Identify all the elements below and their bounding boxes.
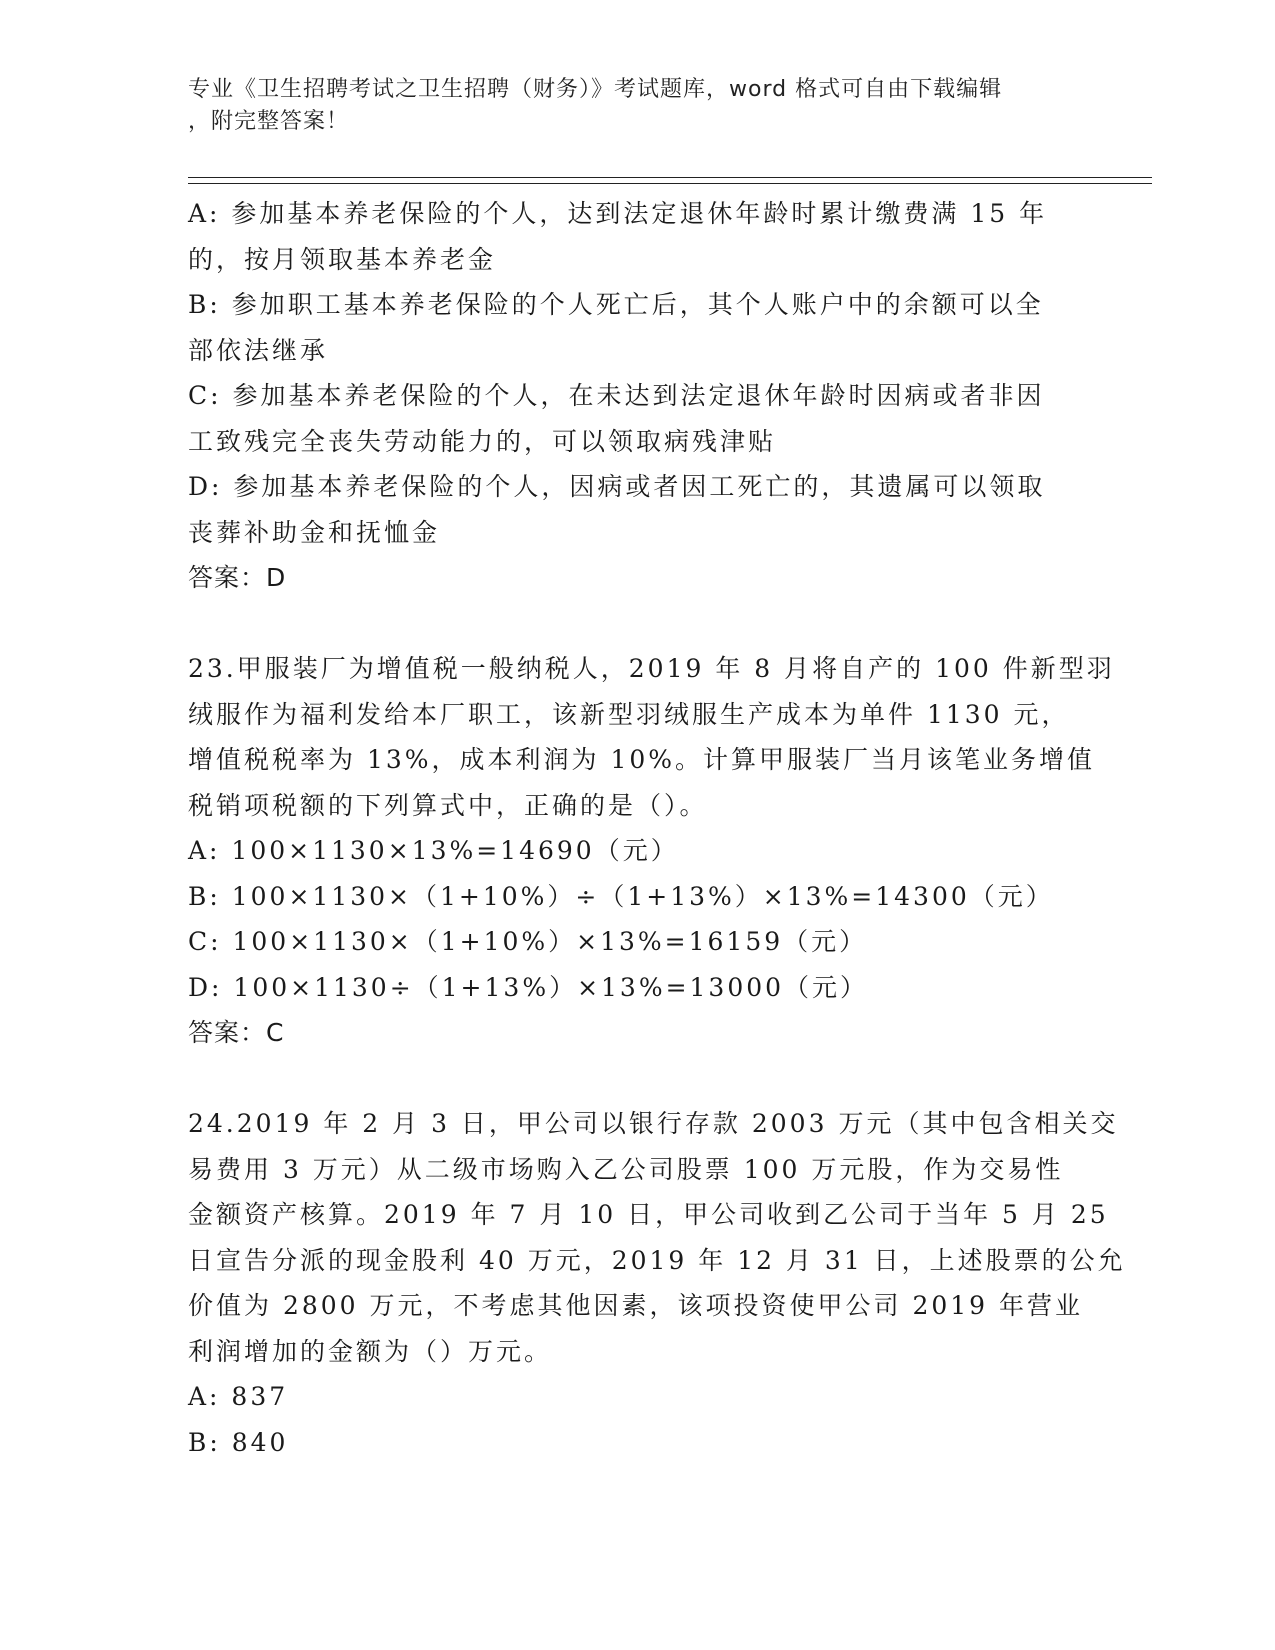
- header-line-1: 专业《卫生招聘考试之卫生招聘（财务）》考试题库，word 格式可自由下载编辑: [188, 77, 1003, 102]
- question-stem-line: 利润增加的金额为（）万元。: [188, 1336, 553, 1366]
- header-divider-bottom: [188, 183, 1152, 184]
- answer-line: 答案：D: [188, 563, 287, 592]
- document-header: [188, 74, 1068, 138]
- question-stem-line: 金额资产核算。2019 年 7 月 10 日，甲公司收到乙公司于当年 5 月 25: [188, 1200, 1109, 1229]
- spacer: [188, 601, 1088, 647]
- question-stem-line: 绒服作为福利发给本厂职工，该新型羽绒服生产成本为单件 1130 元，: [188, 699, 1070, 729]
- option-d: D: 100×1130÷（1+13%）×13%=13000（元）: [188, 972, 869, 1002]
- option-a: A: 100×1130×13%=14690（元）: [188, 836, 679, 865]
- answer-line: 答案：C: [188, 1018, 285, 1047]
- question-stem-line: 价值为 2800 万元，不考虑其他因素，该项投资使甲公司 2019 年营业: [188, 1291, 1084, 1320]
- option-a-line-1: A: 参加基本养老保险的个人，达到法定退休年龄时累计缴费满 15 年: [188, 199, 1048, 228]
- question-stem-line: 23.甲服装厂为增值税一般纳税人，2019 年 8 月将自产的 100 件新型羽: [188, 654, 1115, 683]
- header-line-2: ，附完整答案！: [188, 109, 350, 134]
- option-b: B: 100×1130×（1+10%）÷（1+13%）×13%=14300（元）: [188, 881, 1054, 911]
- question-23-block: [188, 646, 1115, 1056]
- option-a-line-2: 的，按月领取基本养老金: [188, 244, 497, 274]
- question-stem-line: 增值税税率为 13%，成本利润为 10%。计算甲服装厂当月该笔业务增值: [188, 745, 1096, 774]
- question-stem-line: 易费用 3 万元）从二级市场购入乙公司股票 100 万元股，作为交易性: [188, 1154, 1064, 1184]
- question-stem-line: 税销项税额的下列算式中，正确的是（）。: [188, 790, 708, 820]
- question-22-block: [188, 191, 1088, 601]
- header-divider-top: [188, 177, 1152, 178]
- option-b: B: 840: [188, 1427, 289, 1457]
- option-b-line-2: 部依法继承: [188, 335, 329, 365]
- option-c-line-1: C: 参加基本养老保险的个人，在未达到法定退休年龄时因病或者非因: [188, 381, 1045, 410]
- option-a: A: 837: [188, 1382, 289, 1411]
- question-stem-line: 24.2019 年 2 月 3 日，甲公司以银行存款 2003 万元（其中包含相关交: [188, 1109, 1119, 1138]
- question-24-block: [188, 1101, 1126, 1465]
- spacer: [188, 1056, 1088, 1102]
- option-c: C: 100×1130×（1+10%）×13%=16159（元）: [188, 927, 868, 956]
- option-d-line-1: D: 参加基本养老保险的个人，因病或者因工死亡的，其遗属可以领取: [188, 472, 1046, 501]
- option-c-line-2: 工致残完全丧失劳动能力的，可以领取病残津贴: [188, 426, 777, 456]
- document-body: [188, 191, 1126, 1465]
- question-stem-line: 日宣告分派的现金股利 40 万元，2019 年 12 月 31 日，上述股票的公允: [188, 1245, 1126, 1275]
- option-d-line-2: 丧葬补助金和抚恤金: [188, 517, 441, 547]
- option-b-line-1: B: 参加职工基本养老保险的个人死亡后，其个人账户中的余额可以全: [188, 290, 1044, 319]
